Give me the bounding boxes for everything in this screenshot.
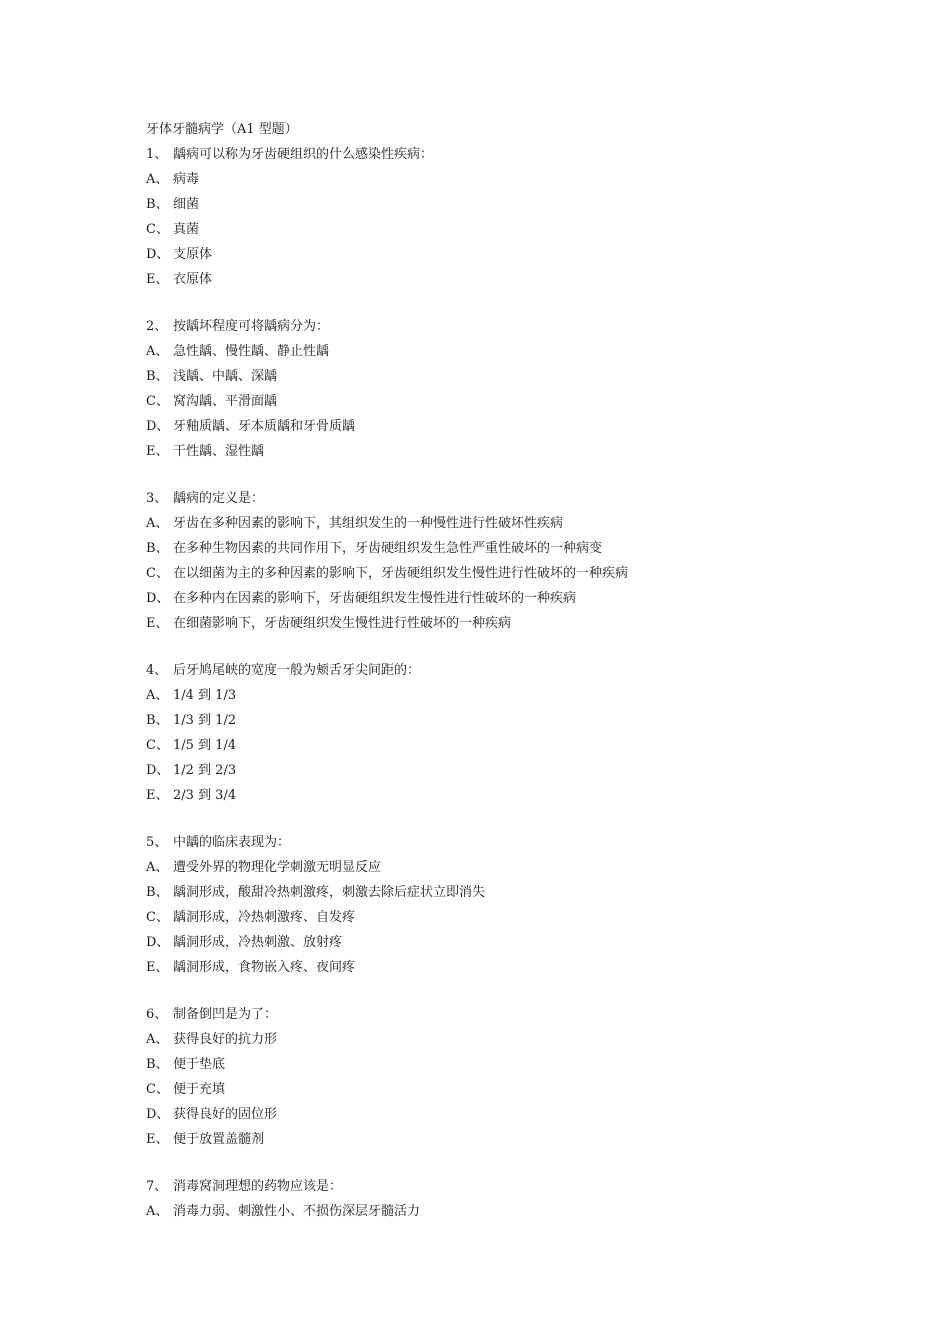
option-text: 1/5 到 1/4 — [173, 738, 237, 753]
option-letter: D、 — [146, 419, 170, 434]
option-letter: A、 — [146, 1204, 169, 1219]
question-stem — [146, 317, 906, 342]
question-number: 7、 — [146, 1179, 168, 1194]
option-letter: A、 — [146, 688, 169, 703]
question-number: 1、 — [146, 147, 168, 162]
option-row — [146, 614, 906, 639]
option-text: 便于放置盖髓剂 — [173, 1132, 265, 1147]
option-text: 便于充填 — [173, 1082, 226, 1097]
option-letter: C、 — [146, 1082, 169, 1097]
option-row — [146, 1030, 906, 1055]
option-letter: A、 — [146, 172, 169, 187]
option-text: 牙釉质龋、牙本质龋和牙骨质龋 — [173, 419, 356, 434]
question-number: 5、 — [146, 835, 168, 850]
option-text: 龋洞形成，食物嵌入疼、夜间疼 — [173, 960, 356, 975]
option-letter: B、 — [146, 713, 169, 728]
question-number: 4、 — [146, 663, 168, 678]
option-row — [146, 1130, 906, 1155]
option-letter: B、 — [146, 885, 169, 900]
question-stem — [146, 489, 906, 514]
option-text: 浅龋、中龋、深龋 — [173, 369, 278, 384]
option-row — [146, 170, 906, 195]
option-text: 牙齿在多种因素的影响下，其组织发生的一种慢性进行性破坏性疾病 — [173, 516, 564, 531]
option-text: 病毒 — [173, 172, 200, 187]
question-spacer — [146, 639, 906, 661]
option-text: 干性龋、湿性龋 — [173, 444, 265, 459]
question-text: 后牙鸠尾峡的宽度一般为颊舌牙尖间距的： — [173, 663, 421, 678]
question-spacer — [146, 467, 906, 489]
option-row — [146, 514, 906, 539]
option-row — [146, 933, 906, 958]
option-text: 支原体 — [173, 247, 213, 262]
option-letter: B、 — [146, 1057, 169, 1072]
option-row — [146, 564, 906, 589]
option-row — [146, 908, 906, 933]
option-letter: B、 — [146, 369, 169, 384]
option-row — [146, 417, 906, 442]
option-row — [146, 1055, 906, 1080]
question-number: 6、 — [146, 1007, 168, 1022]
option-letter: D、 — [146, 763, 170, 778]
option-letter: C、 — [146, 910, 169, 925]
question-spacer — [146, 983, 906, 1005]
option-row — [146, 1080, 906, 1105]
option-letter: D、 — [146, 1107, 170, 1122]
option-row — [146, 367, 906, 392]
option-row — [146, 686, 906, 711]
option-letter: E、 — [146, 960, 169, 975]
option-text: 衣原体 — [173, 272, 213, 287]
option-row — [146, 958, 906, 983]
document-title: 牙体牙髓病学（A1 型题） — [146, 122, 298, 137]
option-letter: A、 — [146, 344, 169, 359]
option-letter: A、 — [146, 1032, 169, 1047]
option-row — [146, 220, 906, 245]
option-text: 真菌 — [173, 222, 200, 237]
question-3 — [146, 489, 906, 661]
option-row — [146, 711, 906, 736]
question-stem — [146, 1177, 906, 1202]
option-letter: E、 — [146, 616, 169, 631]
option-row — [146, 736, 906, 761]
option-text: 遭受外界的物理化学刺激无明显反应 — [173, 860, 382, 875]
option-letter: E、 — [146, 444, 169, 459]
option-letter: C、 — [146, 222, 169, 237]
option-row — [146, 392, 906, 417]
option-row — [146, 342, 906, 367]
option-letter: C、 — [146, 394, 169, 409]
question-text: 龋病可以称为牙齿硬组织的什么感染性疾病： — [173, 147, 434, 162]
option-text: 便于垫底 — [173, 1057, 226, 1072]
question-spacer — [146, 811, 906, 833]
option-row — [146, 589, 906, 614]
question-spacer — [146, 295, 906, 317]
question-stem — [146, 145, 906, 170]
question-text: 制备倒凹是为了： — [173, 1007, 278, 1022]
option-text: 1/3 到 1/2 — [173, 713, 237, 728]
question-text: 龋病的定义是： — [173, 491, 265, 506]
option-row — [146, 858, 906, 883]
question-5 — [146, 833, 906, 1005]
question-stem — [146, 833, 906, 858]
option-row — [146, 270, 906, 295]
option-text: 在多种内在因素的影响下，牙齿硬组织发生慢性进行性破坏的一种疾病 — [173, 591, 577, 606]
option-text: 窝沟龋、平滑面龋 — [173, 394, 278, 409]
question-4 — [146, 661, 906, 833]
option-row — [146, 442, 906, 467]
question-1 — [146, 145, 906, 317]
option-row — [146, 1105, 906, 1130]
option-row — [146, 195, 906, 220]
option-text: 龋洞形成，酸甜冷热刺激疼，刺激去除后症状立即消失 — [173, 885, 486, 900]
option-letter: E、 — [146, 272, 169, 287]
option-text: 在细菌影响下，牙齿硬组织发生慢性进行性破坏的一种疾病 — [173, 616, 512, 631]
option-row — [146, 786, 906, 811]
option-letter: E、 — [146, 788, 169, 803]
question-text: 消毒窝洞理想的药物应该是： — [173, 1179, 343, 1194]
option-text: 在多种生物因素的共同作用下，牙齿硬组织发生急性严重性破坏的一种病变 — [173, 541, 603, 556]
option-row — [146, 539, 906, 564]
option-text: 龋洞形成，冷热刺激疼、自发疼 — [173, 910, 356, 925]
question-6 — [146, 1005, 906, 1177]
question-text: 中龋的临床表现为： — [173, 835, 291, 850]
option-letter: E、 — [146, 1132, 169, 1147]
question-7 — [146, 1177, 906, 1227]
document-page — [146, 120, 906, 1227]
option-text: 细菌 — [173, 197, 200, 212]
option-letter: A、 — [146, 860, 169, 875]
option-text: 龋洞形成，冷热刺激、放射疼 — [173, 935, 343, 950]
question-list — [146, 145, 906, 1227]
option-letter: C、 — [146, 566, 169, 581]
option-row — [146, 761, 906, 786]
option-text: 在以细菌为主的多种因素的影响下，牙齿硬组织发生慢性进行性破坏的一种疾病 — [173, 566, 629, 581]
option-letter: D、 — [146, 935, 170, 950]
option-text: 获得良好的抗力形 — [173, 1032, 278, 1047]
option-text: 1/2 到 2/3 — [173, 763, 237, 778]
question-number: 3、 — [146, 491, 168, 506]
question-stem — [146, 1005, 906, 1030]
option-text: 消毒力弱、刺激性小、不损伤深层牙髓活力 — [173, 1204, 421, 1219]
question-text: 按龋坏程度可将龋病分为： — [173, 319, 330, 334]
option-letter: D、 — [146, 591, 170, 606]
option-text: 急性龋、慢性龋、静止性龋 — [173, 344, 330, 359]
question-spacer — [146, 1155, 906, 1177]
question-number: 2、 — [146, 319, 168, 334]
option-text: 获得良好的固位形 — [173, 1107, 278, 1122]
option-letter: D、 — [146, 247, 170, 262]
option-row — [146, 883, 906, 908]
question-stem — [146, 661, 906, 686]
option-letter: A、 — [146, 516, 169, 531]
option-letter: C、 — [146, 738, 169, 753]
option-text: 2/3 到 3/4 — [173, 788, 237, 803]
option-letter: B、 — [146, 197, 169, 212]
question-2 — [146, 317, 906, 489]
option-row — [146, 245, 906, 270]
option-text: 1/4 到 1/3 — [173, 688, 237, 703]
option-row — [146, 1202, 906, 1227]
option-letter: B、 — [146, 541, 169, 556]
